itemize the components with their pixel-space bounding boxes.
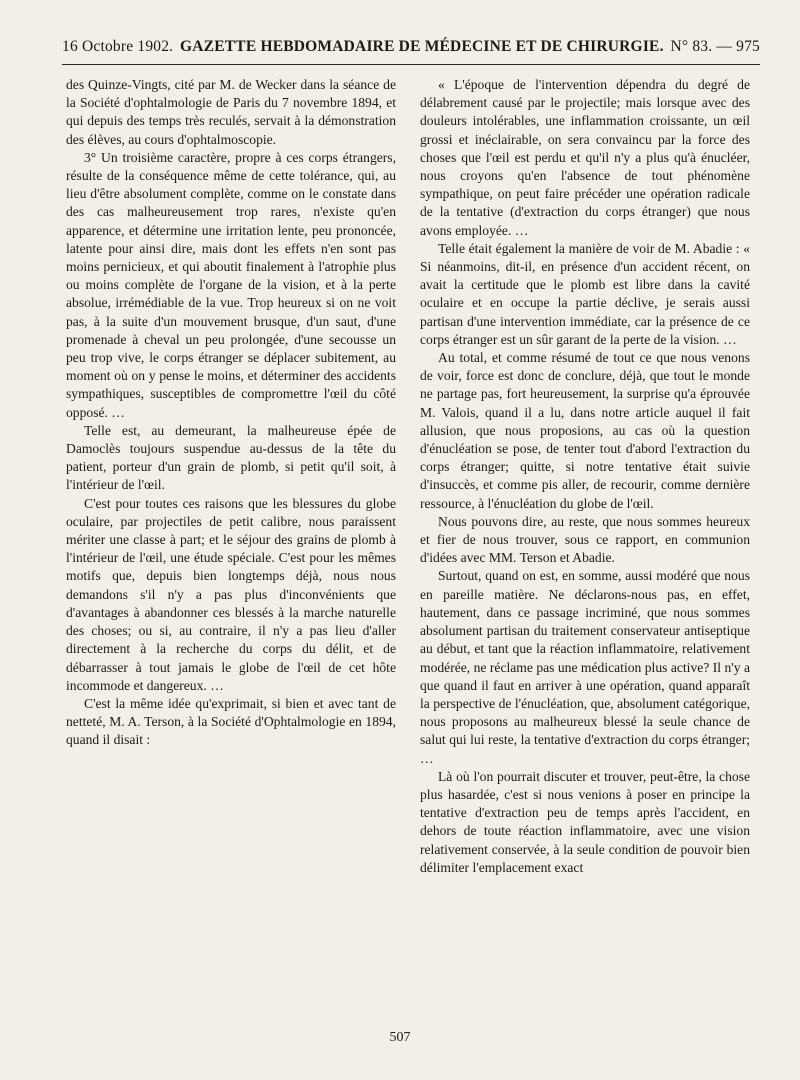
paragraph: Là où l'on pourrait discuter et trouver, peut-être, la chose plus hasardée, c'est si nous venions à poser en principe la tentative d'extraction peu de temps après l'accident, en dehors de toute réaction inflammatoire, avec une vision relativement conservée, à la seule condition de pouvoir bien délimiter l'emplacement exact [420,768,750,875]
running-header [62,38,760,62]
header-rule [62,64,760,65]
paragraph: Telle est, au demeurant, la malheureuse épée de Damoclès toujours suspendue au-dessus de la tête du patient, porteur d'un grain de plomb, si petit qu'il soit, à l'intérieur de l'œil. [66,422,396,493]
paragraph: C'est la même idée qu'exprimait, si bien et avec tant de netteté, M. A. Terson, à la Société d'Ophtalmologie en 1894, quand il disait : [66,695,396,748]
page-number: 507 [389,1030,411,1045]
paragraph: Au total, et comme résumé de tout ce que nous venons de voir, force est donc de conclure, déjà, que tout le monde ne partage pas, fort heureusement, la surprise qu'a éprouvée M. Valois, quand il a lu, dans notre article auquel il fait allusion, que nous proposions, au cas où la question d'énucléation se pose, de tenter tout d'abord l'extraction du corps étranger; quitte, si notre tentative était suivie d'insuccès, et comme pis aller, de recourir, comme dernière ressource, à l'énucléation du globe de l'œil. [420,350,750,511]
header-issue-number: N° 83. — 975 [670,38,760,55]
left-column [66,76,396,1020]
paragraph: Surtout, quand on est, en somme, aussi modéré que nous en pareille matière. Ne déclarons-nous pas, en effet, hautement, dans ce passage incriminé, que nous sommes absolument partisan du traitement conservateur antiseptique au début, et tant que la réaction inflammatoire, relativement modérée, ne réclame pas une médication plus active? Il n'y a que quand il faut en arriver à une opération, quand apparaît la perspective de l'énucléation, que, absolument catégorique, nous proposons au malheureux blessé la seule chance de salut qui lui reste, la tentative d'extraction du corps étranger; … [420,568,750,766]
paragraph: C'est pour toutes ces raisons que les blessures du globe oculaire, par projectiles de petit calibre, nous paraissent mériter une classe à part; et le séjour des grains de plomb à l'intérieur de l'œil, une étude spéciale. C'est pour les mêmes motifs que, depuis bien longtemps déjà, nous nous demandons s'il n'y a pas plus d'inconvénients que d'avantages à abandonner ces blessés à la marche naturelle des choses; ou si, au contraire, il n'y a pas lieu d'aller directement à la recherche du corps du délit, et de débarrasser à tout jamais le globe de l'œil de cet hôte incommode et dangereux. … [66,495,396,693]
header-date: 16 Octobre 1902. [62,38,174,55]
paragraph: Telle était également la manière de voir de M. Abadie : « Si néanmoins, dit-il, en présence d'un accident récent, on avait la certitude que le plomb est libre dans la cavité oculaire et en occupe la partie déclive, je serais aussi partisan d'une intervention immédiate, car la présence de ce corps étranger est un sûr garant de la perte de la vision. … [420,240,750,347]
paragraph: des Quinze-Vingts, cité par M. de Wecker dans la séance de la Société d'ophtalmologie de Paris du 7 novembre 1894, et qui depuis des temps très reculés, servait à la démonstration des élèves, au cours d'ophtalmoscopie. [66,77,396,147]
paragraph: « L'époque de l'intervention dépendra du degré de délabrement causé par le projectile; mais lorsque avec des douleurs intolérables, une inflammation croissante, un œil grossi et inéclairable, on sera convaincu par la force des choses que l'œil est perdu et qu'il n'y a plus qu'à énucléer, nous croyons qu'en l'absence de tout phénomène sympathique, on peut faire précéder une opération radicale de la tentative (d'extraction du corps étranger) que nous avons employée. … [420,77,750,238]
right-column [420,76,750,1020]
header-journal-title: GAZETTE HEBDOMADAIRE DE MÉDECINE ET DE CHIRURGIE. [180,38,664,55]
paragraph: Nous pouvons dire, au reste, que nous sommes heureux et fier de nous trouver, sous ce rapport, en communion d'idées avec MM. Terson et Abadie. [420,513,750,566]
paragraph: 3° Un troisième caractère, propre à ces corps étrangers, résulte de la conséquence même de cette tolérance, qui, au lieu d'être absolument complète, comme on le constate dans des cas malheureusement trop rares, n'existe qu'en apparence, et détermine une irritation lente, peu prononcée, latente pour ainsi dire, mais dont les effets n'en sont pas moins pernicieux, et qui aboutit finalement à l'atrophie plus ou moins complète de l'organe de la vision, et à la perte absolue, irrémédiable de la vue. Trop heureux si on ne voit pas, à la suite d'un mouvement brusque, d'un saut, d'une promenade à cheval un peu prolongée, d'une secousse un peu trop vive, le corps étranger se déplacer subitement, au moment où on y pense le moins, et déterminer des accidents sympathiques, susceptibles de compromettre l'œil du côté opposé. … [66,149,396,420]
